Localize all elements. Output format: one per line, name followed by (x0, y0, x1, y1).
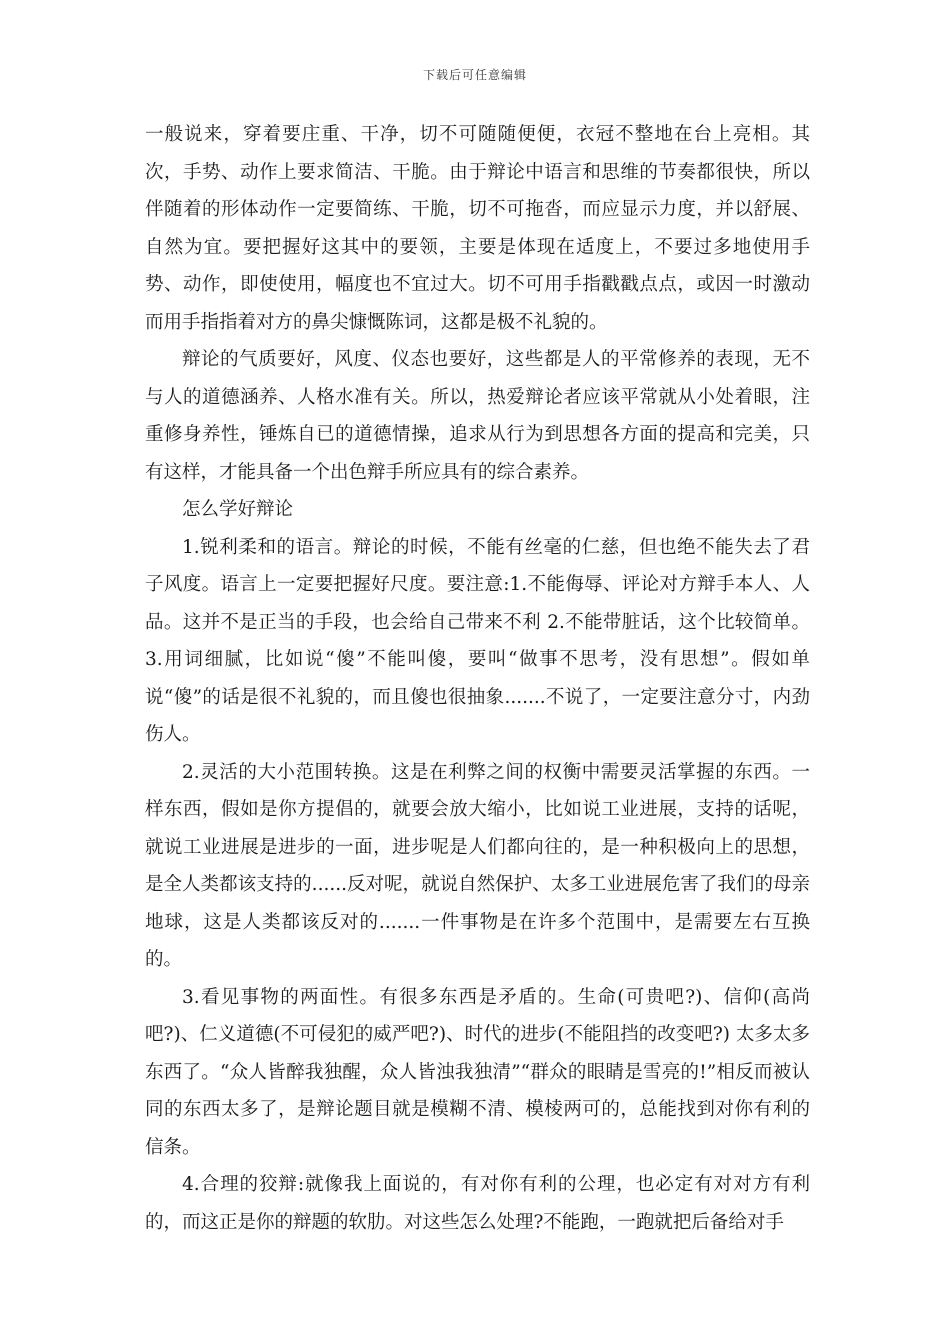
paragraph-attire-gestures: 一般说来，穿着要庄重、干净，切不可随随便便，衣冠不整地在台上亮相。其次，手势、动作上要求简洁、干脆。由于辩论中语言和思维的节奏都很快，所以伴随着的形体动作一定要简练、干脆，切不可拖沓，而应显示力度，并以舒展、自然为宜。要把握好这其中的要领，主要是体现在适度上，不要过多地使用手势、动作，即使使用，幅度也不宜过大。切不可用手指戳戳点点，或因一时激动而用手指指着对方的鼻尖慷慨陈词，这都是极不礼貌的。 (145, 124, 810, 333)
paragraph-point-1: 1.锐利柔和的语言。辩论的时候，不能有丝毫的仁慈，但也绝不能失去了君子风度。语言上一定要把握好尺度。要注意:1.不能侮辱、评论对方辩手本人、人品。这并不是正当的手段，也会给自己带来不利 2.不能带脏话，这个比较简单。3.用词细腻，比如说“傻”不能叫傻，要叫“做事不思考，没有思想”。假如单说“傻”的话是很不礼貌的，而且傻也很抽象.......不说了，一定要注意分寸，内劲伤人。 (145, 536, 810, 745)
paragraph-point-3: 3.看见事物的两面性。有很多东西是矛盾的。生命(可贵吧?)、信仰(高尚吧?)、仁义道德(不可侵犯的威严吧?)、时代的进步(不能阻挡的改变吧?) 太多太多东西了。“众人皆醉我独醒，众人皆浊我独清”“群众的眼睛是雪亮的!”相反而被认同的东西太多了，是辩论题目就是模糊不清、模棱两可的，总能找到对你有利的信条。 (145, 986, 810, 1158)
paragraph-point-4: 4.合理的狡辩:就像我上面说的，有对你有利的公理，也必定有对对方有利的，而这正是你的辩题的软肋。对这些怎么处理?不能跑，一跑就把后备给对手 (145, 1174, 810, 1233)
paragraph-point-2: 2.灵活的大小范围转换。这是在利弊之间的权衡中需要灵活掌握的东西。一样东西，假如是你方提倡的，就要会放大缩小，比如说工业进展，支持的话呢，就说工业进展是进步的一面，进步呢是人们都向往的，是一种积极向上的思想，是全人类都该支持的......反对呢，就说自然保护、太多工业进展危害了我们的母亲地球，这是人类都该反对的.......一件事物是在许多个范围中，是需要左右互换的。 (145, 761, 810, 970)
paragraph-temperament: 辩论的气质要好，风度、仪态也要好，这些都是人的平常修养的表现，无不与人的道德涵养、人格水准有关。所以，热爱辩论者应该平常就从小处着眼，注重修身养性，锤炼自已的道德情操，追求从行为到思想各方面的提高和完美，只有这样，才能具备一个出色辩手所应具有的综合素养。 (145, 349, 810, 483)
document-body (145, 116, 810, 1241)
section-heading: 怎么学好辩论 (182, 499, 294, 520)
page-header: 下载后可任意编辑 (422, 68, 527, 82)
